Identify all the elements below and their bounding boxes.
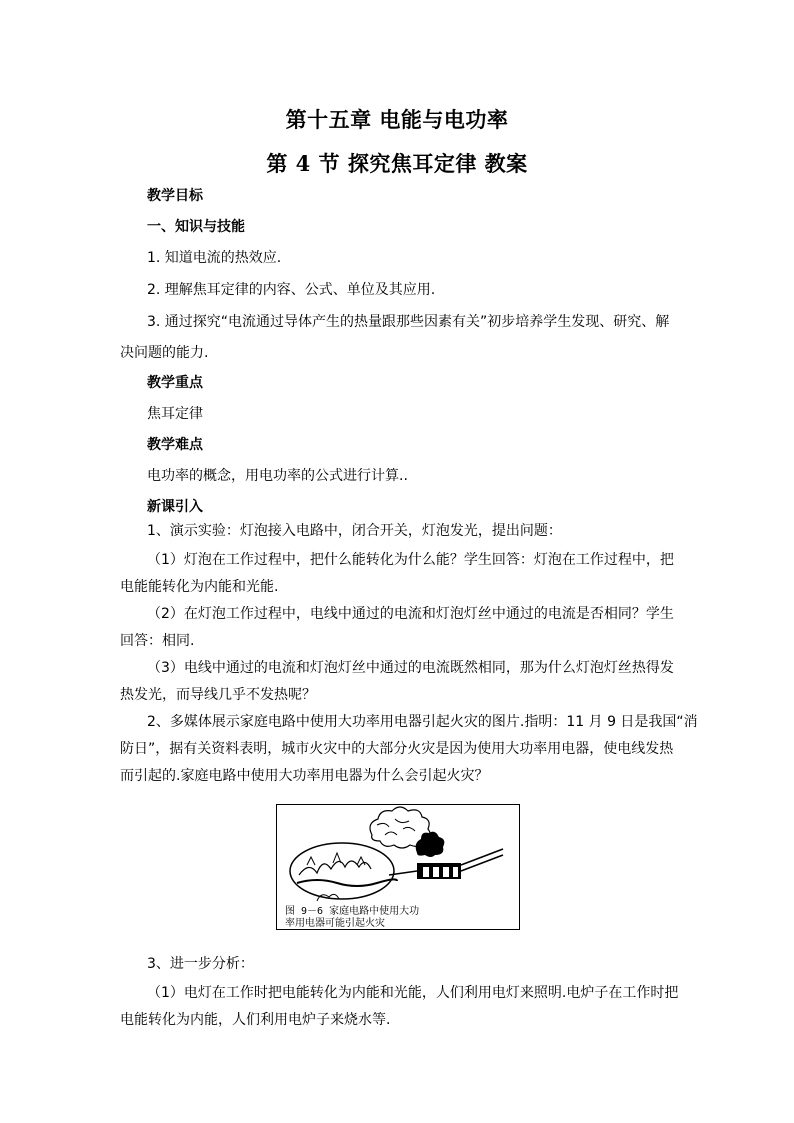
- question-2: （2）在灯泡工作过程中，电线中通过的电流和灯泡灯丝中通过的电流是否相同？学生: [147, 606, 674, 622]
- heading-key-points: 教学重点: [147, 375, 203, 391]
- question-3-cont: 热发光，而导线几乎不发热呢？: [120, 687, 316, 703]
- intro-item-1: 1、演示实验：灯泡接入电路中，闭合开关，灯泡发光，提出问题：: [147, 523, 562, 539]
- intro-item-2: 2、多媒体展示家庭电路中使用大功率用电器引起火灾的图片.指明：11 月 9 日是我国“消: [147, 714, 698, 730]
- intro-item-2-cont2: 而引起的.家庭电路中使用大功率用电器为什么会引起火灾？: [120, 768, 489, 784]
- question-1-cont: 电能能转化为内能和光能.: [120, 579, 279, 595]
- figure-caption-line-2: 率用电器可能引起火灾: [285, 918, 385, 929]
- analysis-item-1-cont: 电能转化为内能，人们利用电炉子来烧水等.: [120, 1012, 391, 1028]
- question-1: （1）灯泡在工作过程中，把什么能转化为什么能？学生回答：灯泡在工作过程中，把: [147, 552, 674, 568]
- goal-item-3: 3. 通过探究“电流通过导体产生的热量跟那些因素有关”初步培养学生发现、研究、解: [147, 314, 670, 330]
- figure-caption-line-1: 图 9－6 家庭电路中使用大功: [285, 906, 420, 917]
- goal-item-2: 2. 理解焦耳定律的内容、公式、单位及其应用.: [147, 282, 436, 298]
- heading-difficulties: 教学难点: [147, 437, 203, 453]
- fire-illustration: [277, 805, 519, 905]
- analysis-item-1: （1）电灯在工作时把电能转化为内能和光能，人们利用电灯来照明.电炉子在工作时把: [147, 985, 679, 1001]
- difficulty-text: 电功率的概念，用电功率的公式进行计算..: [147, 468, 408, 484]
- key-point-text: 焦耳定律: [147, 406, 203, 422]
- fire-illustration-figure: [276, 804, 520, 930]
- question-3: （3）电线中通过的电流和灯泡灯丝中通过的电流既然相同，那为什么灯泡灯丝热得发: [147, 660, 674, 676]
- section-title: 第 4 节 探究焦耳定律 教案: [266, 151, 528, 176]
- heading-introduction: 新课引入: [147, 499, 203, 515]
- heading-teaching-goals: 教学目标: [147, 188, 203, 204]
- goal-item-3-cont: 决问题的能力.: [120, 345, 209, 361]
- heading-knowledge-skills: 一、知识与技能: [147, 219, 245, 235]
- intro-item-2-cont1: 防日”，据有关资料表明，城市火灾中的大部分火灾是因为使用大功率用电器，使电线发热: [120, 741, 674, 757]
- chapter-title: 第十五章 电能与电功率: [285, 107, 509, 132]
- question-2-cont: 回答：相同.: [120, 633, 195, 649]
- goal-item-1: 1. 知道电流的热效应.: [147, 250, 282, 266]
- analysis-heading: 3、进一步分析：: [147, 956, 254, 972]
